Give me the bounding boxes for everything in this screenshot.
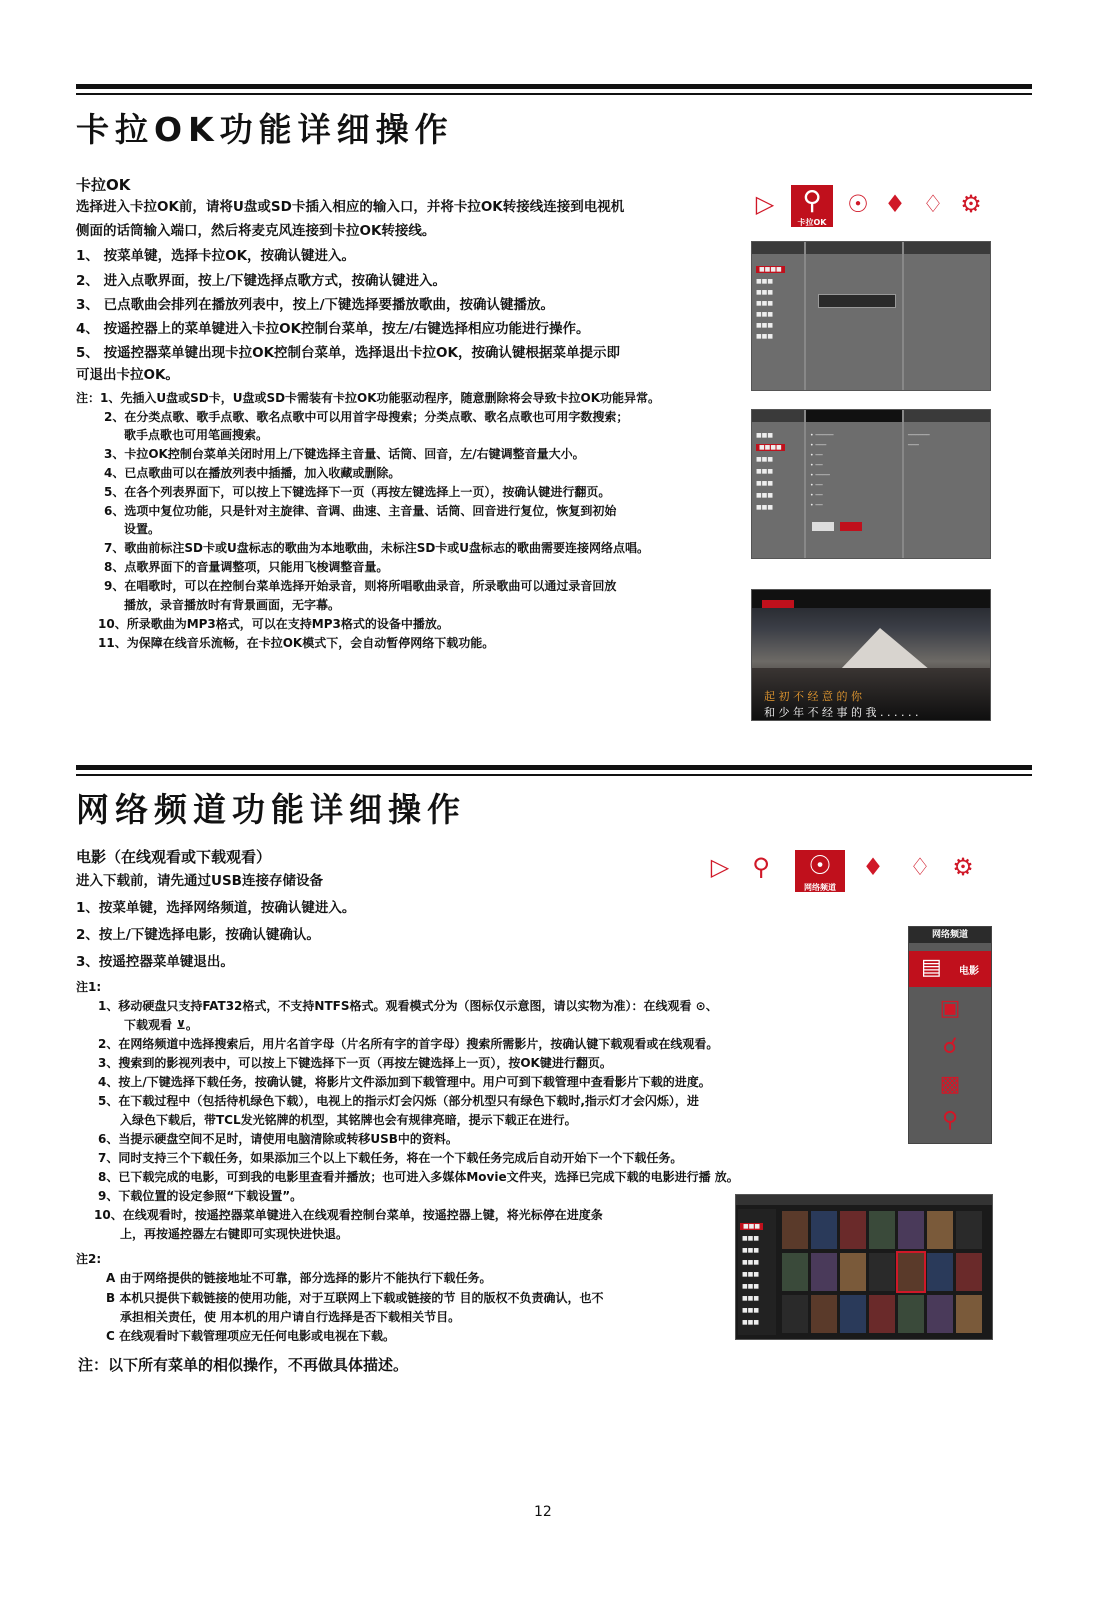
note1-line: 10、在线观看时，按遥控器菜单键进入在线观看控制台菜单，按遥控器上键，将光标停在进度条: [94, 1208, 603, 1222]
note1-line: 2、在网络频道中选择搜索后，用片名首字母（片名所有字的首字母）搜索所需影片，按确认键下载观看或在线观看。: [98, 1037, 719, 1051]
karaoke-video-screen: [751, 589, 991, 721]
movie-poster[interactable]: [927, 1211, 953, 1249]
section1-note: 9、在唱歌时，可以在控制台菜单选择开始录音，则将所唱歌曲录音，所录歌曲可以通过录音回放: [104, 579, 617, 593]
tag-icon: ♢: [909, 853, 931, 881]
section1-step: 1、 按菜单键，选择卡拉OK，按确认键进入。: [76, 248, 356, 264]
section1-step: 4、 按遥控器上的菜单键进入卡拉OK控制台菜单，按左/右键选择相应功能进行操作。: [76, 321, 590, 337]
section1-intro-1: 选择进入卡拉OK前，请将U盘或SD卡插入相应的输入口，并将卡拉OK转接线连接到电视机: [76, 199, 625, 215]
tag-icon: ♢: [922, 190, 944, 218]
movie-grid-screen: ■■■ ■■■ ■■■ ■■■ ■■■ ■■■ ■■■ ■■■ ■■■: [735, 1194, 993, 1340]
note2-line: 承担相关责任，使 用本机的用户请自行选择是否下载相关节目。: [120, 1310, 461, 1324]
section2-intro: 进入下载前，请先通过USB连接存储设备: [76, 873, 323, 889]
movie-poster[interactable]: [869, 1211, 895, 1249]
search-icon[interactable]: ☌: [942, 1034, 958, 1059]
lyric-line-1: 起 初 不 经 意 的 你: [764, 690, 862, 703]
note2-line: C 在线观看时下载管理项应无任何电影或电视在下载。: [106, 1329, 395, 1343]
section2-step: 2、按上/下键选择电影，按确认键确认。: [76, 927, 320, 943]
play-icon: ▷: [710, 853, 730, 881]
side-menu-title: 网络频道: [909, 927, 991, 943]
movie-poster[interactable]: [898, 1253, 924, 1291]
note1-line: 入绿色下载后，带TCL发光铭牌的机型，其铭牌也会有规律亮暗，提示下载正在进行。: [120, 1113, 577, 1127]
note1-line: 1、移动硬盘只支持FAT32格式，不支持NTFS格式。观看模式分为（图标仅示意图，请以实物为准）：在线观看 ⊙、: [98, 999, 718, 1013]
section1-title: 卡拉OK功能详细操作: [76, 110, 454, 149]
download-icon[interactable]: ▩: [939, 1072, 961, 1097]
section2-subtitle: 电影（在线观看或下载观看）: [76, 848, 272, 866]
section1-step: 3、 已点歌曲会排列在播放列表中，按上/下键选择要播放歌曲，按确认键播放。: [76, 297, 555, 313]
final-note: 注：以下所有菜单的相似操作，不再做具体描述。: [78, 1356, 409, 1374]
section1-note: 3、卡拉OK控制台菜单关闭时用上/下键选择主音量、话筒、回音，左/右键调整音量大小。: [104, 447, 585, 461]
section1-note: 6、选项中复位功能，只是针对主旋律、音调、曲速、主音量、话筒、回音进行复位，恢复到初始: [104, 504, 617, 518]
section1-step: 5、 按遥控器菜单键出现卡拉OK控制台菜单，选择退出卡拉OK，按确认键根据菜单提示即: [76, 345, 620, 361]
karaoke-screen-2: ■■■ ■■■■ ■■■ ■■■ ■■■ ■■■ ■■■ • ───── • ─── • ── • ── • ──── • ── • ── • ── ────── ───: [751, 409, 991, 559]
cards-icon: ♦: [862, 853, 884, 881]
movie-poster[interactable]: [782, 1253, 808, 1291]
note1-line: 下载观看 ⊻。: [124, 1018, 198, 1032]
movie-poster[interactable]: [956, 1211, 982, 1249]
section2-rule-thick: [76, 765, 1032, 770]
movie-poster[interactable]: [927, 1253, 953, 1291]
note1-line: 7、同时支持三个下载任务，如果添加三个以上下载任务，将在一个下载任务完成后自动开始下一个下载任务。: [98, 1151, 683, 1165]
note1-line: 4、按上/下键选择下载任务，按确认键，将影片文件添加到下载管理中。用户可到下载管理中查看影片下载的进度。: [98, 1075, 711, 1089]
side-menu-item-movie[interactable]: [909, 951, 991, 987]
globe-icon: ☉ 网络频道: [795, 850, 845, 892]
section2-step: 1、按菜单键，选择网络频道，按确认键进入。: [76, 900, 356, 916]
movie-poster[interactable]: [840, 1211, 866, 1249]
movie-poster[interactable]: [869, 1295, 895, 1333]
gear-icon: ⚙: [960, 190, 982, 218]
movie-poster[interactable]: [898, 1211, 924, 1249]
section1-note: 注：1、先插入U盘或SD卡，U盘或SD卡需装有卡拉OK功能驱动程序，随意删除将会导致卡拉OK功能异常。: [76, 391, 661, 405]
note1-line: 5、在下载过程中（包括待机绿色下载），电视上的指示灯会闪烁（部分机型只有绿色下载时,指示灯才会闪烁），进: [98, 1094, 699, 1108]
top-rule-thin: [76, 93, 1032, 95]
section1-note: 4、已点歌曲可以在播放列表中插播，加入收藏或删除。: [104, 466, 401, 480]
microphone-icon: ⚲ 卡拉OK: [791, 185, 833, 227]
selected-icon-label: 卡拉OK: [797, 218, 827, 227]
globe-icon: ☉: [847, 190, 869, 218]
tv-icon[interactable]: ▣: [939, 996, 961, 1021]
movie-poster[interactable]: [956, 1295, 982, 1333]
movie-poster[interactable]: [811, 1295, 837, 1333]
note2-label: 注2:: [76, 1252, 102, 1266]
side-menu-selected-label: 电影: [959, 966, 979, 977]
movie-poster[interactable]: [782, 1295, 808, 1333]
microphone-icon[interactable]: ⚲: [941, 1108, 959, 1133]
microphone-icon: ⚲: [752, 853, 770, 881]
section1-note: 播放，录音播放时有背景画面，无字幕。: [124, 598, 341, 612]
note1-line: 8、已下载完成的电影，可到我的电影里查看并播放；也可进入多媒体Movie文件夹，选择已完成下载的电影进行播 放。: [98, 1170, 739, 1184]
section1-subtitle: 卡拉OK: [76, 176, 131, 194]
page-number: 12: [534, 1504, 552, 1520]
film-icon: ▤: [921, 955, 942, 980]
note1-line: 3、搜索到的影视列表中，可以按上下键选择下一页（再按左键选择上一页），按OK键进行翻页。: [98, 1056, 612, 1070]
movie-poster[interactable]: [811, 1211, 837, 1249]
note1-line: 6、当提示硬盘空间不足时，请使用电脑清除或转移USB中的资料。: [98, 1132, 458, 1146]
note2-line: B 本机只提供下载链接的使用功能，对于互联网上下载或链接的节 目的版权不负责确认，也不: [106, 1291, 604, 1305]
movie-poster[interactable]: [840, 1253, 866, 1291]
section1-step: 可退出卡拉OK。: [76, 367, 179, 383]
section1-step: 2、 进入点歌界面，按上/下键选择点歌方式，按确认键进入。: [76, 273, 447, 289]
top-rule-thick: [76, 84, 1032, 89]
movie-poster[interactable]: [927, 1295, 953, 1333]
lyric-line-2: 和 少 年 不 经 事 的 我 . . . . . .: [764, 706, 919, 719]
movie-poster[interactable]: [869, 1253, 895, 1291]
movie-poster[interactable]: [840, 1295, 866, 1333]
section1-note: 5、在各个列表界面下，可以按上下键选择下一页（再按左键选择上一页），按确认键进行翻页。: [104, 485, 611, 499]
section2-rule-thin: [76, 774, 1032, 776]
movie-poster[interactable]: [782, 1211, 808, 1249]
section1-note: 7、歌曲前标注SD卡或U盘标志的歌曲为本地歌曲，未标注SD卡或U盘标志的歌曲需要连接网络点唱。: [104, 541, 650, 555]
section1-note: 歌手点歌也可用笔画搜索。: [124, 428, 269, 442]
gear-icon: ⚙: [952, 853, 974, 881]
note1-line: 9、下载位置的设定参照“下载设置”。: [98, 1189, 303, 1203]
movie-poster[interactable]: [956, 1253, 982, 1291]
section2-title: 网络频道功能详细操作: [76, 790, 466, 829]
movie-poster[interactable]: [811, 1253, 837, 1291]
section1-note: 10、所录歌曲为MP3格式，可以在支持MP3格式的设备中播放。: [98, 617, 449, 631]
section1-intro-2: 侧面的话筒输入端口，然后将麦克风连接到卡拉OK转接线。: [76, 223, 436, 239]
cards-icon: ♦: [884, 190, 906, 218]
section1-note: 11、为保障在线音乐流畅，在卡拉OK模式下，会自动暂停网络下载功能。: [98, 636, 495, 650]
karaoke-screen-1: ■■■■ ■■■ ■■■ ■■■ ■■■ ■■■ ■■■: [751, 241, 991, 391]
selected-icon-label: 网络频道: [804, 883, 836, 892]
network-side-menu: [908, 926, 992, 1144]
note2-line: A 由于网络提供的链接地址不可靠，部分选择的影片不能执行下载任务。: [106, 1271, 492, 1285]
section2-step: 3、按遥控器菜单键退出。: [76, 954, 234, 970]
play-icon: ▷: [755, 190, 775, 218]
section1-note: 设置。: [124, 522, 161, 536]
section1-note: 2、在分类点歌、歌手点歌、歌名点歌中可以用首字母搜索；分类点歌、歌名点歌也可用字数搜索；: [104, 410, 629, 424]
note1-line: 上，再按遥控器左右键即可实现快进快退。: [120, 1227, 349, 1241]
movie-poster[interactable]: [898, 1295, 924, 1333]
section1-note: 8、点歌界面下的音量调整项，只能用飞梭调整音量。: [104, 560, 389, 574]
note1-label: 注1:: [76, 980, 102, 994]
